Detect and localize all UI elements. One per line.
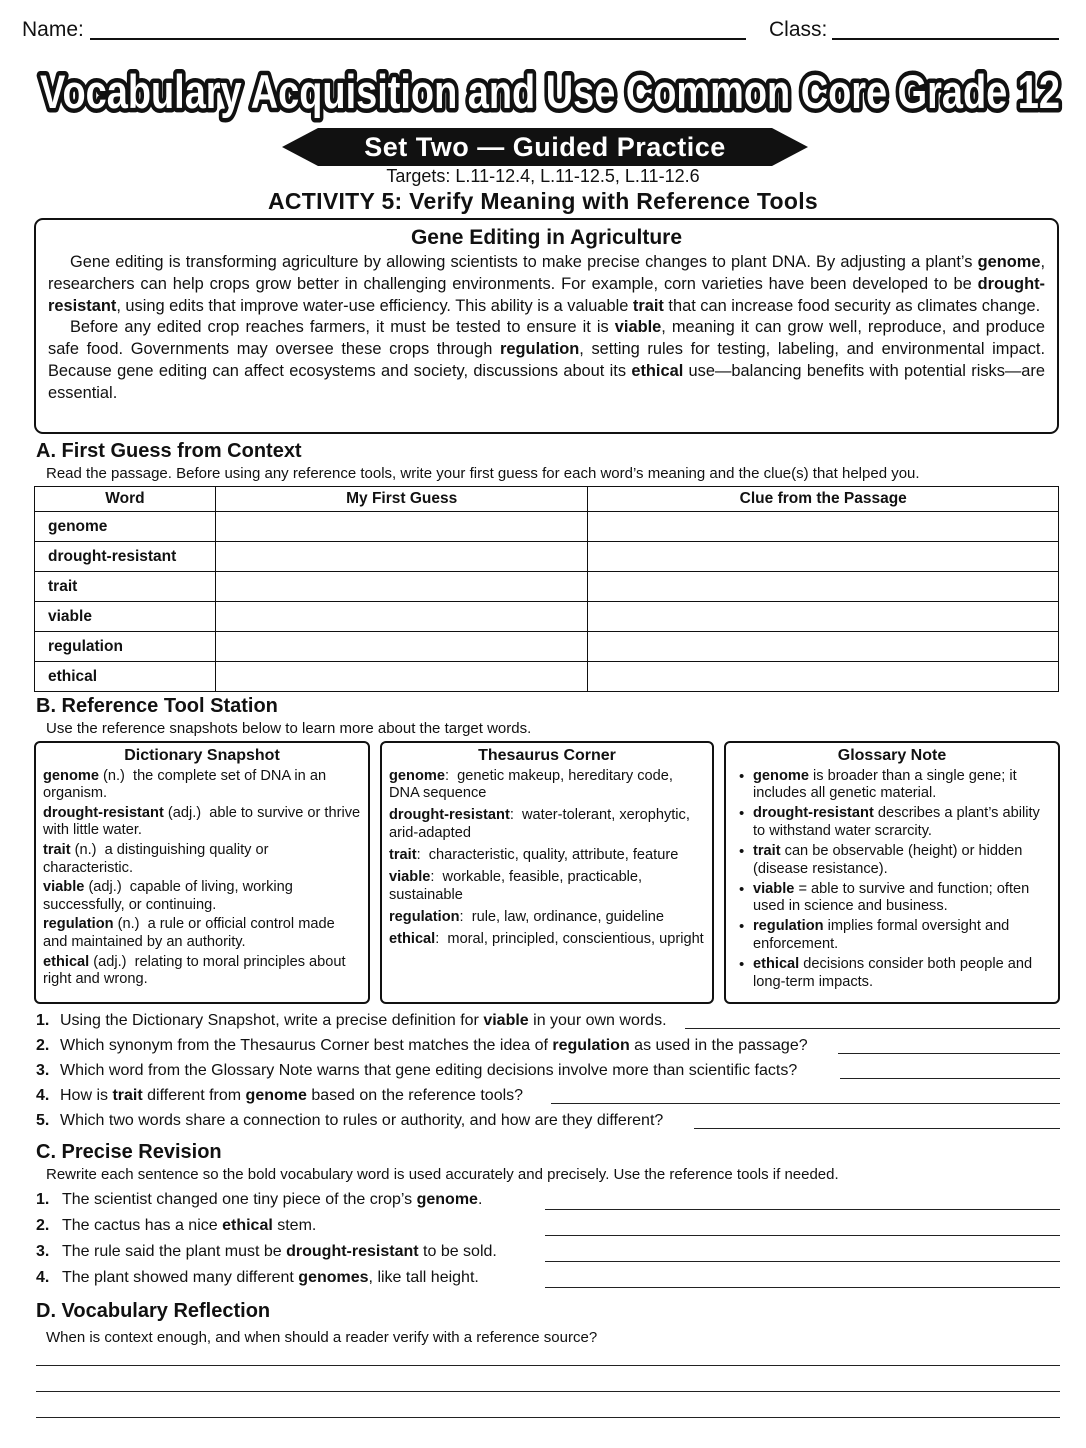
col-header-clue: Clue from the Passage: [588, 487, 1059, 512]
question-text: [60, 1012, 667, 1029]
text-run: Which synonym from the Thesaurus Corner best matches the idea of: [60, 1037, 553, 1054]
text-run: , using edits that improve water-use efficiency. This ability is a valuable: [116, 296, 633, 315]
passage-title: Gene Editing in Agriculture: [410, 226, 683, 249]
vocab-word: viable: [614, 318, 662, 337]
dictionary-title: Dictionary Snapshot: [124, 747, 280, 764]
revision-item: [36, 1243, 497, 1261]
reflection-line[interactable]: [36, 1365, 1060, 1366]
question-number: 2.: [36, 1037, 50, 1054]
reflection-line[interactable]: [36, 1417, 1060, 1418]
entry-definition: relating to moral principles about right and wrong.: [43, 953, 346, 988]
text-run: , meaning it can grow well, reproduce, and produce safe food. Governments may oversee these crops through: [48, 318, 1045, 359]
glossary-note-item: [733, 805, 1051, 840]
passage-paragraph-1: [48, 252, 1045, 317]
dictionary-entry: [43, 805, 361, 840]
vocab-word: trait: [632, 296, 664, 315]
glossary-title: Glossary Note: [837, 747, 947, 764]
note-text: describes a plant’s ability to withstand water scrarcity.: [753, 805, 1040, 839]
text-run: .: [477, 1191, 483, 1208]
table-row: [35, 602, 1059, 632]
dictionary-entry: [43, 842, 361, 877]
text-run: The rule said the plant must be: [62, 1243, 287, 1260]
sentence-text: [62, 1217, 316, 1234]
entry-pos: (n.): [103, 767, 125, 784]
entry-word: viable: [389, 869, 431, 886]
entry-definition: capable of living, working successfully, or continuing.: [43, 879, 293, 913]
clue-cell[interactable]: [588, 542, 1059, 572]
table-row: [35, 512, 1059, 542]
entry-word: regulation: [753, 918, 824, 935]
note-text: = able to survive and function; often used in science and business.: [753, 880, 1030, 915]
name-label: Name:: [22, 18, 84, 41]
question-text: [60, 1037, 808, 1054]
word-cell: viable: [35, 602, 216, 632]
question: [36, 1062, 797, 1080]
first-guess-cell[interactable]: [215, 662, 588, 692]
question-number: 3.: [36, 1062, 50, 1079]
table-row: [35, 542, 1059, 572]
answer-line[interactable]: [838, 1053, 1060, 1054]
section-c-heading: C. Precise Revision: [36, 1141, 222, 1163]
clue-cell[interactable]: [588, 572, 1059, 602]
glossary-note-item: [733, 918, 1051, 953]
text-run: Using the Dictionary Snapshot, write a precise definition for: [60, 1012, 484, 1029]
item-number: 1.: [36, 1191, 50, 1208]
first-guess-table: [34, 486, 1059, 692]
dictionary-entry: [43, 768, 361, 803]
thesaurus-entry: genome: genetic makeup, hereditary code, DNA sequence: [389, 767, 673, 802]
glossary-note: [724, 741, 1060, 1004]
section-a-instructions: Read the passage. Before using any reference tools, write your first guess for each word’s meaning and the clue(s) that helped you.: [46, 465, 920, 482]
first-guess-cell[interactable]: [215, 542, 588, 572]
question-text: [60, 1112, 663, 1129]
first-guess-cell[interactable]: [215, 602, 588, 632]
word-cell: drought-resistant: [35, 542, 216, 572]
entry-definition: the complete set of DNA in an organism.: [43, 767, 327, 802]
text-run: Which word from the Glossary Note warns that gene editing decisions involve more than scientific facts?: [60, 1062, 798, 1079]
question-text: [60, 1062, 797, 1079]
text-run: The plant showed many different: [62, 1269, 299, 1286]
revision-answer-line[interactable]: [545, 1235, 1060, 1236]
glossary-note-item: [733, 768, 1051, 803]
item-number: 4.: [36, 1269, 50, 1286]
table-row: [35, 572, 1059, 602]
entry-synonyms: rule, law, ordinance, guideline: [471, 908, 664, 925]
first-guess-cell[interactable]: [215, 512, 588, 542]
entry-synonyms: workable, feasible, practicable, sustainable: [389, 869, 643, 903]
revision-item: [36, 1191, 482, 1209]
class-field[interactable]: [832, 38, 1059, 40]
entry-word: drought-resistant: [43, 804, 164, 821]
thesaurus-title: Thesaurus Corner: [478, 747, 616, 764]
vocab-word: regulation: [500, 340, 580, 359]
entry-word: genome: [389, 767, 445, 784]
entry-word: ethical: [753, 956, 800, 973]
section-b-instructions: Use the reference snapshots below to learn more about the target words.: [46, 720, 532, 737]
text-run: Before any edited crop reaches farmers, it must be tested to ensure it is: [70, 318, 615, 337]
text-run: that can increase food security as climates change.: [663, 296, 1041, 315]
revision-answer-line[interactable]: [545, 1209, 1060, 1210]
text-run: Gene editing is transforming agriculture by allowing scientists to make precise changes to plant DNA. By adjusting a plant’s: [70, 253, 978, 271]
entry-definition: able to survive or thrive with little water.: [43, 804, 361, 839]
text-run: , researchers can help crops grow better in challenging environments. For example, corn varieties have been developed to be: [48, 253, 1045, 293]
text-run: use—balancing benefits with potential risks—are essential.: [48, 361, 1045, 402]
question: [36, 1112, 663, 1130]
question-text: [60, 1087, 523, 1104]
entry-synonyms: moral, principled, conscientious, upright: [447, 930, 704, 947]
entry-pos: (adj.): [93, 953, 127, 970]
item-number: 3.: [36, 1243, 50, 1260]
passage-box: [34, 218, 1059, 434]
sentence-text: [62, 1191, 482, 1208]
revision-item: [36, 1269, 479, 1287]
text-run: different from: [142, 1087, 246, 1104]
note-text: implies formal oversight and enforcement.: [753, 918, 1010, 952]
glossary-note-item: [733, 843, 1051, 878]
worksheet-title: [30, 56, 1070, 124]
word-cell: ethical: [35, 662, 216, 692]
answer-line[interactable]: [694, 1128, 1060, 1129]
entry-word: drought-resistant: [753, 805, 874, 822]
thesaurus-entry: ethical: moral, principled, conscientious, upright: [389, 930, 704, 947]
class-label: Class:: [769, 18, 828, 41]
section-d-heading: D. Vocabulary Reflection: [36, 1300, 271, 1322]
question-number: 1.: [36, 1012, 50, 1029]
sentence-text: [62, 1243, 497, 1260]
revision-answer-line[interactable]: [545, 1287, 1060, 1288]
glossary-note-item: [733, 956, 1051, 991]
entry-word: viable: [753, 880, 795, 897]
table-row: [35, 662, 1059, 692]
entry-word: trait: [43, 841, 71, 858]
vocab-word: drought-resistant: [286, 1243, 419, 1260]
entry-definition: a rule or official control made and maintained by an authority.: [43, 916, 335, 950]
svg-text:Vocabulary Acquisition and Use: Vocabulary Acquisition and Use Common Core Grade 12: [40, 65, 1060, 118]
targets: Targets: L.11-12.4, L.11-12.5, L.11-12.6: [386, 166, 700, 186]
text-run: The scientist changed one tiny piece of the crop’s: [62, 1191, 417, 1208]
entry-word: trait: [753, 842, 781, 859]
entry-word: drought-resistant: [389, 807, 510, 824]
sentence-text: [62, 1269, 479, 1286]
activity-title: ACTIVITY 5: Verify Meaning with Reference Tools: [267, 188, 819, 214]
vocab-word: genomes: [298, 1269, 369, 1286]
word-cell: genome: [35, 512, 216, 542]
dictionary-entry: [43, 879, 361, 914]
revision-answer-line[interactable]: [545, 1261, 1060, 1262]
entry-definition: a distinguishing quality or characteristic.: [43, 841, 269, 876]
dictionary-snapshot: [34, 741, 370, 1004]
first-guess-cell[interactable]: [215, 632, 588, 662]
thesaurus-corner: [380, 741, 714, 1004]
col-header-guess: My First Guess: [215, 487, 588, 512]
entry-pos: (n.): [117, 916, 140, 933]
text-run: in your own words.: [528, 1012, 667, 1029]
note-text: can be observable (height) or hidden (disease resistance).: [753, 842, 1023, 877]
section-a-heading: A. First Guess from Context: [36, 440, 302, 462]
section-d-prompt: When is context enough, and when should a reader verify with a reference source?: [46, 1329, 598, 1346]
entry-word: genome: [753, 767, 809, 784]
vocab-word: ethical: [631, 361, 684, 380]
note-text: is broader than a single gene; it includes all genetic material.: [753, 767, 1017, 802]
entry-word: regulation: [389, 908, 460, 925]
glossary-note-item: [733, 881, 1051, 916]
text-run: Which two words share a connection to rules or authority, and how are they different?: [60, 1112, 664, 1129]
entry-pos: (adj.): [167, 804, 202, 821]
item-number: 2.: [36, 1217, 50, 1234]
text-run: to be sold.: [418, 1243, 497, 1260]
thesaurus-entry: regulation: rule, law, ordinance, guideline: [389, 908, 664, 925]
entry-pos: (adj.): [88, 879, 122, 896]
thesaurus-entry: drought-resistant: water-tolerant, xerophytic, arid-adapted: [389, 807, 690, 841]
entry-word: regulation: [43, 916, 114, 933]
thesaurus-entry: trait: characteristic, quality, attribute, feature: [389, 846, 679, 863]
answer-line[interactable]: [551, 1103, 1060, 1104]
text-run: How is: [60, 1087, 113, 1104]
vocab-word: genome: [977, 253, 1041, 271]
answer-line[interactable]: [685, 1028, 1060, 1029]
entry-pos: (n.): [74, 841, 97, 858]
text-run: based on the reference tools?: [306, 1087, 524, 1104]
vocab-word: genome: [416, 1191, 478, 1208]
clue-cell[interactable]: [588, 662, 1059, 692]
entry-word: genome: [43, 767, 99, 784]
vocab-word: regulation: [552, 1037, 630, 1054]
entry-word: trait: [389, 846, 417, 863]
question: [36, 1012, 667, 1030]
vocab-word: trait: [112, 1087, 143, 1104]
text-run: , like tall height.: [368, 1269, 479, 1286]
question: [36, 1037, 808, 1055]
clue-cell[interactable]: [588, 632, 1059, 662]
question-number: 4.: [36, 1087, 50, 1104]
col-header-word: Word: [35, 487, 216, 512]
dictionary-entry: [43, 916, 361, 951]
thesaurus-entry: viable: workable, feasible, practicable, sustainable: [389, 869, 643, 903]
vocab-word: viable: [483, 1012, 529, 1029]
answer-line[interactable]: [840, 1078, 1060, 1079]
question: [36, 1087, 523, 1105]
dictionary-entry: [43, 954, 361, 989]
text-run: as used in the passage?: [629, 1037, 808, 1054]
question-number: 5.: [36, 1112, 50, 1129]
clue-cell[interactable]: [588, 602, 1059, 632]
text-run: , setting rules for testing, labeling, and environmental impact. Because gene editing can affect ecosystems and society, discussions about its: [48, 340, 1045, 380]
clue-cell[interactable]: [588, 512, 1059, 542]
entry-synonyms: water-tolerant, xerophytic, arid-adapted: [389, 807, 690, 841]
vocab-word: genome: [245, 1087, 307, 1104]
vocab-word: ethical: [222, 1217, 273, 1234]
section-c-instructions: Rewrite each sentence so the bold vocabulary word is used accurately and precisely. Use the reference tools if needed.: [46, 1166, 839, 1183]
entry-word: ethical: [43, 953, 90, 970]
text-run: stem.: [272, 1217, 317, 1234]
banner-text: Set Two — Guided Practice: [364, 132, 726, 162]
text-run: The cactus has a nice: [62, 1217, 223, 1234]
entry-synonyms: genetic makeup, hereditary code, DNA sequence: [389, 767, 673, 802]
vocab-word: drought-resistant: [48, 274, 1045, 315]
section-b-heading: B. Reference Tool Station: [36, 695, 278, 717]
revision-item: [36, 1217, 316, 1235]
entry-word: ethical: [389, 930, 436, 947]
passage-paragraph-2: [48, 317, 1045, 404]
word-cell: regulation: [35, 632, 216, 662]
entry-word: viable: [43, 879, 85, 896]
first-guess-cell[interactable]: [215, 572, 588, 602]
table-row: [35, 632, 1059, 662]
note-text: decisions consider both people and long-term impacts.: [753, 956, 1033, 990]
entry-synonyms: characteristic, quality, attribute, feature: [428, 846, 679, 863]
name-field[interactable]: [90, 38, 746, 40]
word-cell: trait: [35, 572, 216, 602]
reflection-line[interactable]: [36, 1391, 1060, 1392]
